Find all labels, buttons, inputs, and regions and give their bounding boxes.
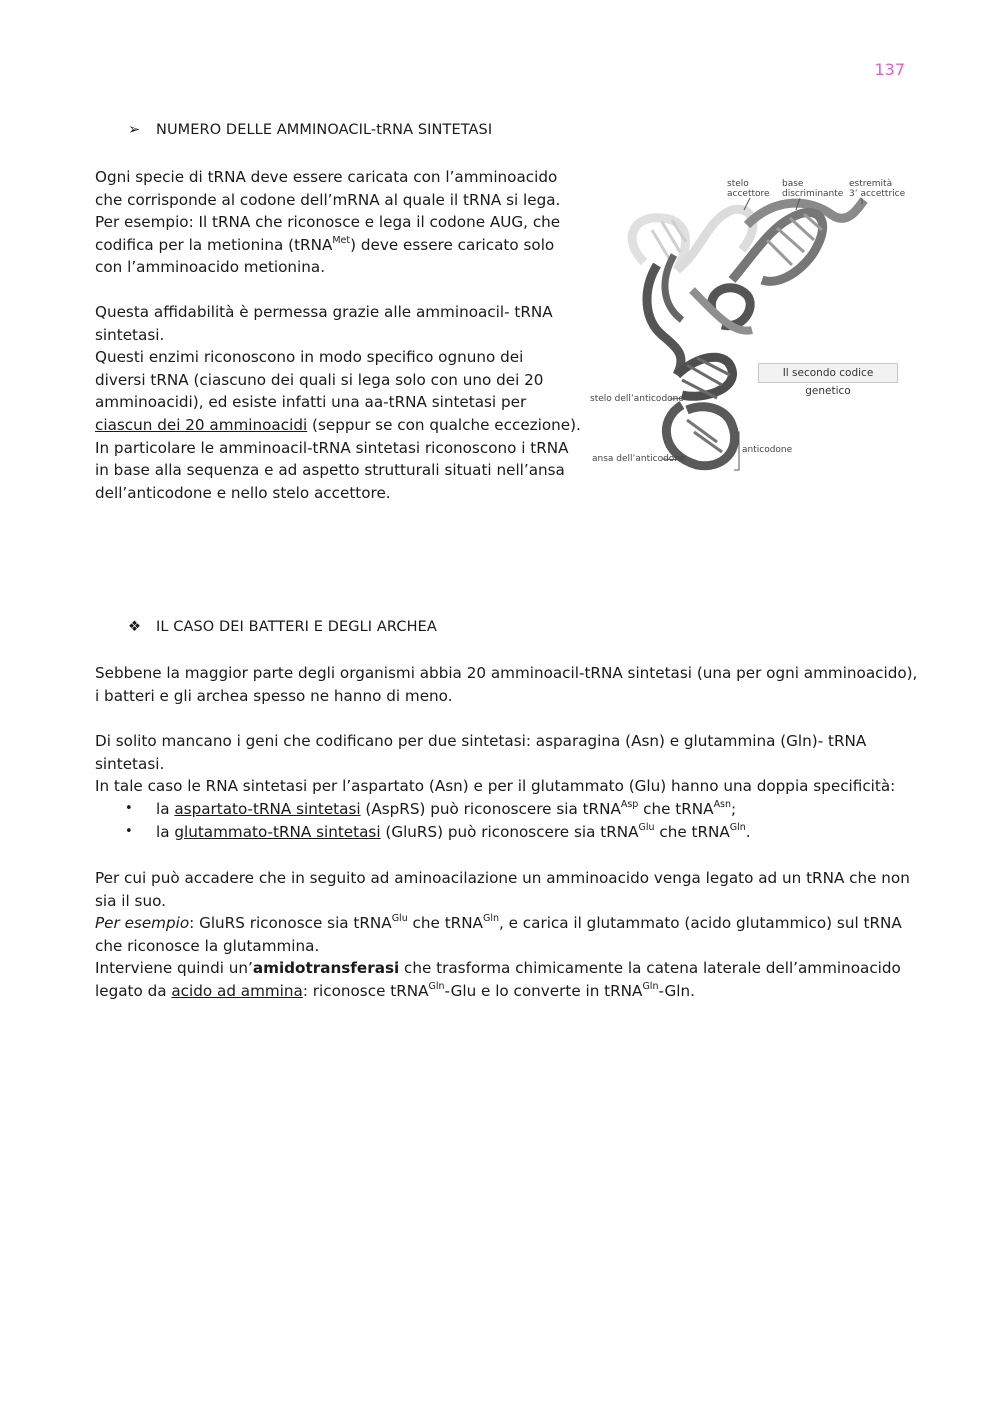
synthetase-list xyxy=(95,798,751,843)
section1-paragraph2: Questa affidabilità è permessa grazie alle amminoacil- tRNA sintetasi. Questi enzimi riconoscono in modo specifico ognuno dei diversi tRNA (ciascuno dei quali si lega solo con uno dei 20 amminoacidi), ed esiste infatti una aa-tRNA sintetasi per ciascun dei 20 amminoacidi (seppur se con qualche eccezione). In particolare le amminoacil-tRNA sintetasi riconoscono i tRNA in base alla sequenza e ad aspetto strutturali situati nell’ansa dell’anticodone e nello stelo accettore. xyxy=(95,303,581,502)
section2-paragraph3: Per cui può accadere che in seguito ad aminoacilazione un amminoacido venga legato ad un tRNA che non sia il suo. Per esempio: GluRS riconosce sia tRNA$^{Glu}$ che tRNA$^{Gln}$, e carica il glutammato (acido glutammico) sul tRNA che riconosce la glutammina. Interviene quindi un’amidotransferasi che trasforma chimicamente la catena laterale dell’amminoacido legato da acido ad ammina: riconosce tRNA$^{Gln}$-Glu e lo converte in tRNA$^{Gln}$-Gln. xyxy=(95,869,910,1000)
trna-structure-illustration xyxy=(582,170,912,485)
page-number: 137 xyxy=(874,60,905,79)
label-stelo-accettore: stelo accettore xyxy=(727,179,770,199)
figure-caption: Il secondo codice genetico xyxy=(758,363,898,383)
arrow-bullet-icon: ➢ xyxy=(128,122,141,138)
section2-heading xyxy=(128,619,437,635)
section2-paragraph1: Sebbene la maggior parte degli organismi abbia 20 amminoacil-tRNA sintetasi (una per ogni amminoacido), i batteri e gli archea spesso ne hanno di meno. xyxy=(95,664,918,705)
section1-paragraph1: Ogni specie di tRNA deve essere caricata con l’amminoacido che corrisponde al codone dell’mRNA al quale il tRNA si lega. Per esempio: Il tRNA che riconosce e lega il codone AUG, che codifica per la metionina (tRNA$^{Met}$) deve essere caricato solo con l’amminoacido metionina. xyxy=(95,168,561,277)
section1-heading xyxy=(128,122,492,138)
section2-paragraph2: Di solito mancano i geni che codificano per due sintetasi: asparagina (Asn) e glutammina (Gln)- tRNA sintetasi. In tale caso le RNA sintetasi per l’aspartato (Asn) e per il glutammato (Glu) hanno una doppia specificità: xyxy=(95,732,896,796)
label-stelo-anticodone: stelo dell’anticodone xyxy=(590,394,684,404)
label-anticodone: anticodone xyxy=(742,445,793,455)
bullet-dot-icon: • xyxy=(125,823,133,839)
bullet-dot-icon: • xyxy=(125,801,133,816)
list-item: • la glutammato-tRNA sintetasi (GluRS) può riconoscere sia tRNA$^{Glu}$ che tRNA$^{Gln}$. xyxy=(95,821,751,844)
label-base-discriminante: base discriminante xyxy=(782,179,844,199)
diamond-bullet-icon: ❖ xyxy=(128,619,142,635)
label-estremita-accettrice: estremità 3’ accettrice xyxy=(849,179,906,199)
label-ansa-anticodone: ansa dell’anticodone xyxy=(592,454,686,464)
section2-heading-text: IL CASO DEI BATTERI E DEGLI ARCHEA xyxy=(156,619,437,635)
section1-heading-text: NUMERO DELLE AMMINOACIL-tRNA SINTETASI xyxy=(156,122,493,138)
list-item: • la aspartato-tRNA sintetasi (AspRS) può riconoscere sia tRNA$^{Asp}$ che tRNA$^{Asn}$; xyxy=(95,798,751,821)
trna-figure xyxy=(582,170,912,485)
